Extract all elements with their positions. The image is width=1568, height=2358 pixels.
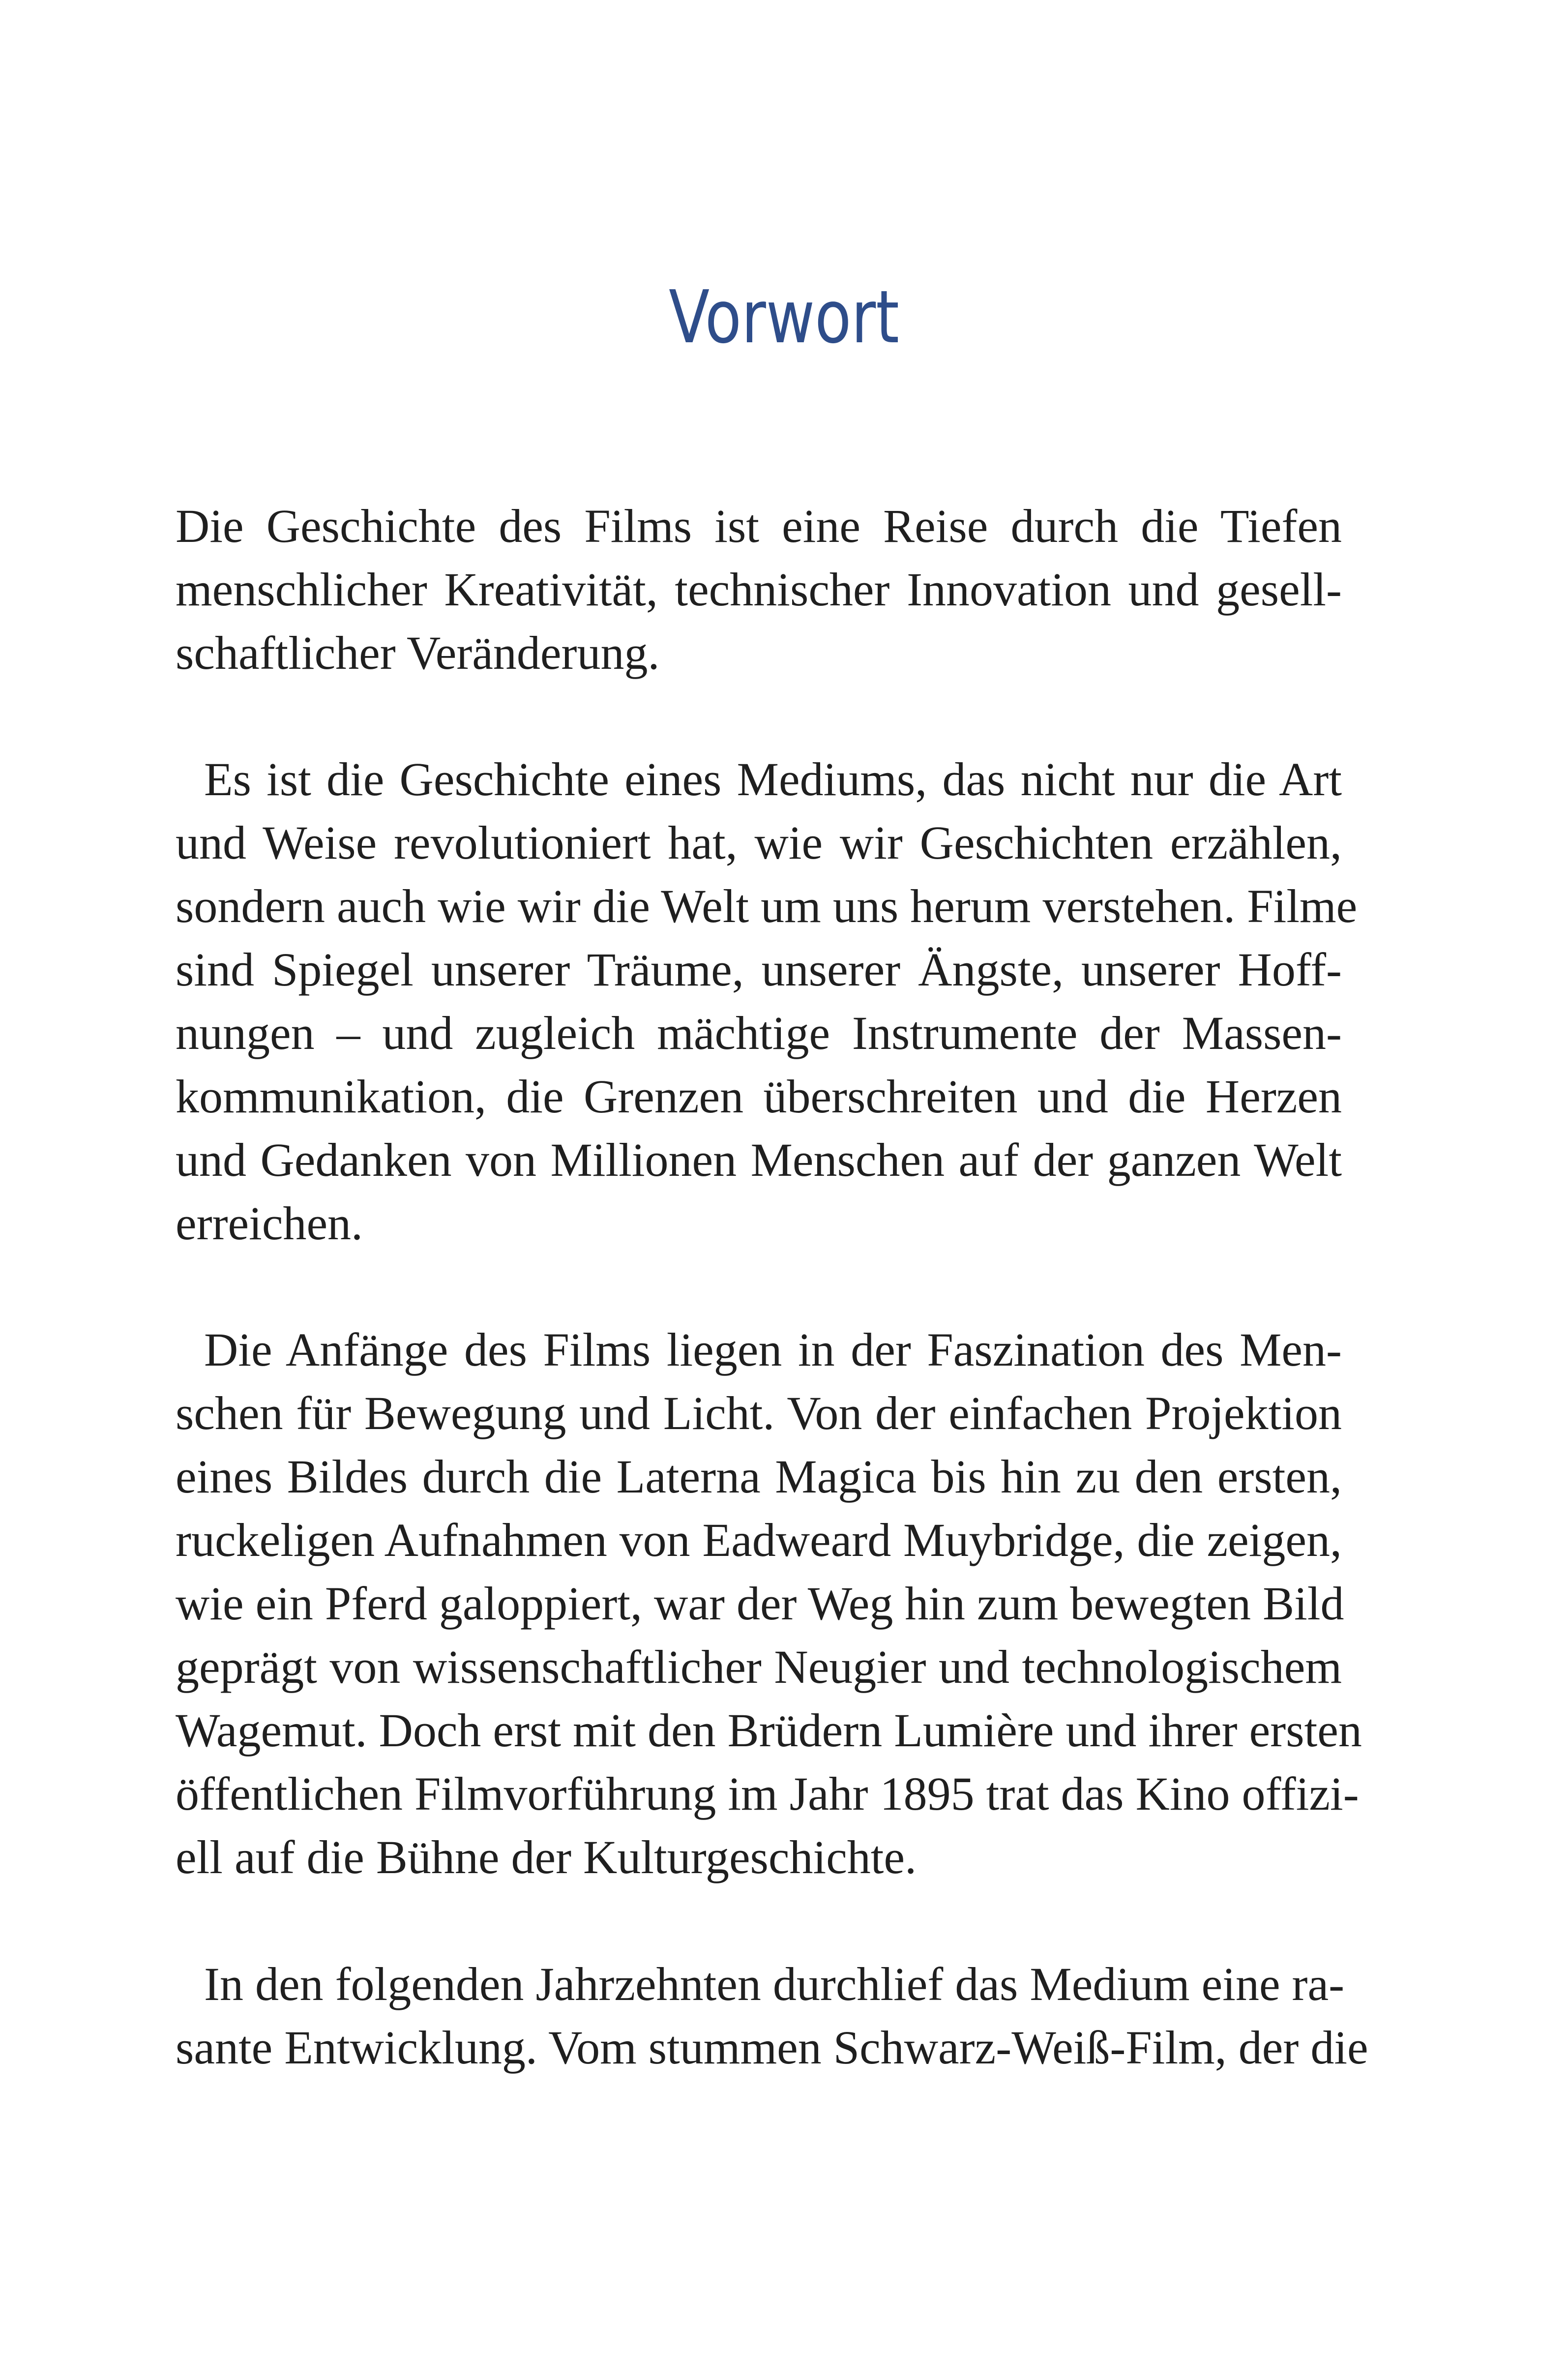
text-line: In den folgenden Jahrzehnten durchlief das Medium eine ra- bbox=[204, 1958, 1345, 2010]
text-line: wie ein Pferd galoppiert, war der Weg hin zum bewegten Bild bbox=[176, 1577, 1344, 1630]
text-line: schaftlicher Veränderung. bbox=[176, 627, 660, 679]
text-line: Die Anfänge des Films liegen in der Faszination des Men- bbox=[204, 1323, 1342, 1376]
text-line: schen für Bewegung und Licht. Von der einfachen Projektion bbox=[176, 1387, 1342, 1439]
text-line: ruckeligen Aufnahmen von Eadweard Muybridge, die zeigen, bbox=[176, 1514, 1342, 1566]
text-line: erreichen. bbox=[176, 1197, 363, 1250]
paragraph-3 bbox=[176, 1318, 1362, 1889]
text-line: sondern auch wie wir die Welt um uns herum verstehen. Filme bbox=[176, 880, 1358, 932]
text-line: Es ist die Geschichte eines Mediums, das nicht nur die Art bbox=[204, 753, 1342, 806]
text-line: menschlicher Kreativität, technischer Innovation und gesell- bbox=[176, 563, 1342, 616]
paragraph-1 bbox=[176, 494, 1342, 685]
text-line: geprägt von wissenschaftlicher Neugier und technologischem bbox=[176, 1641, 1342, 1693]
text-line: Die Geschichte des Films ist eine Reise durch die Tiefen bbox=[176, 500, 1342, 552]
text-line: Wagemut. Doch erst mit den Brüdern Lumière und ihrer ersten bbox=[176, 1704, 1362, 1757]
text-line: und Gedanken von Millionen Menschen auf der ganzen Welt bbox=[176, 1134, 1342, 1186]
text-line: eines Bildes durch die Laterna Magica bis hin zu den ersten, bbox=[176, 1450, 1342, 1503]
text-line: sante Entwicklung. Vom stummen Schwarz-Weiß-Film, der die bbox=[176, 2021, 1368, 2074]
text-line: nungen – und zugleich mächtige Instrumente der Massen- bbox=[176, 1007, 1342, 1059]
chapter-title: Vorwort bbox=[669, 275, 899, 359]
text-line: ell auf die Bühne der Kulturgeschichte. bbox=[176, 1831, 917, 1883]
text-line: und Weise revolutioniert hat, wie wir Geschichten erzählen, bbox=[176, 816, 1342, 869]
paragraph-4 bbox=[176, 1952, 1368, 2079]
paragraph-2 bbox=[176, 747, 1358, 1255]
text-line: öffentlichen Filmvorführung im Jahr 1895 trat das Kino offizi- bbox=[176, 1767, 1359, 1820]
text-line: sind Spiegel unserer Träume, unserer Ängste, unserer Hoff- bbox=[176, 943, 1342, 996]
text-line: kommunikation, die Grenzen überschreiten und die Herzen bbox=[176, 1070, 1342, 1123]
